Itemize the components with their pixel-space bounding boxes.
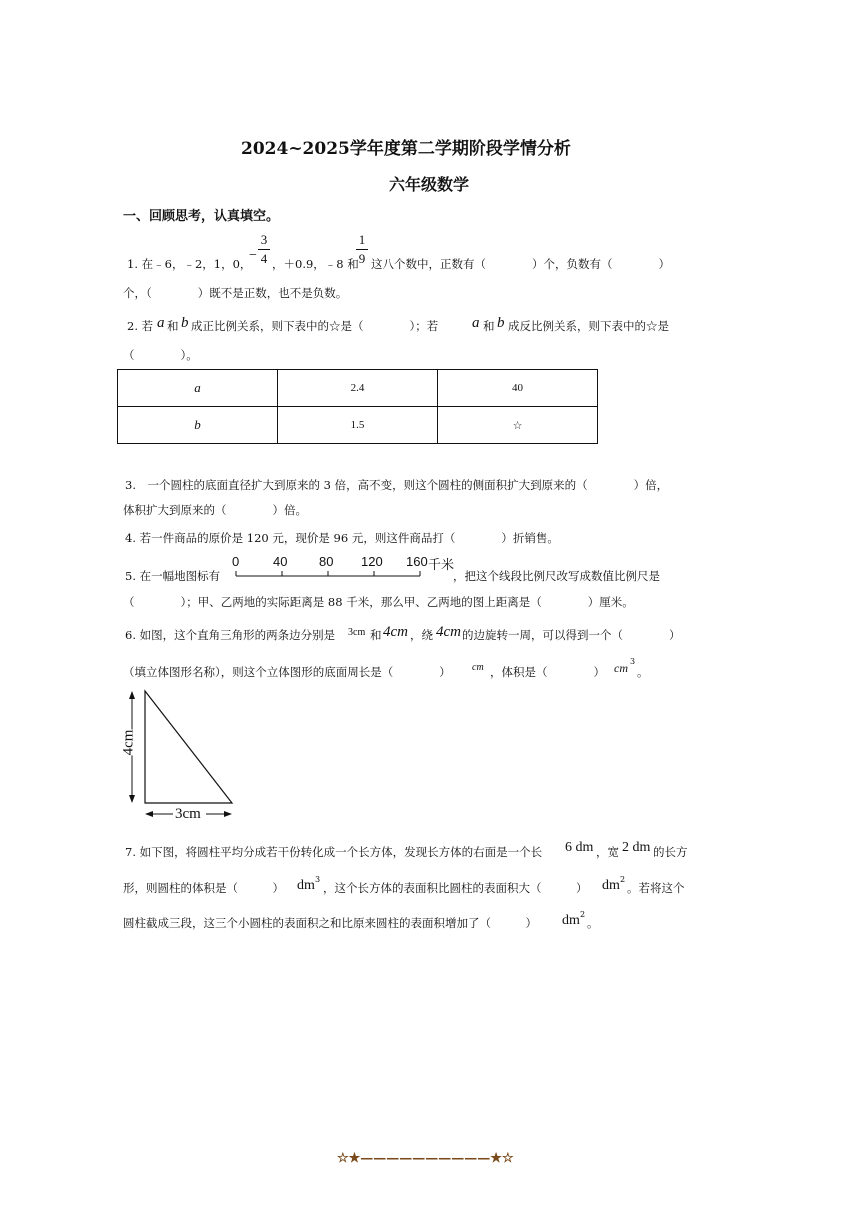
q3-text-line1: 3. 一个圆柱的底面直径扩大到原来的 3 倍，高不变，则这个圆柱的侧面积扩大到原来的（ ）倍， <box>125 478 669 492</box>
line-segment-scale <box>232 554 455 582</box>
fraction-neg-three-quarters <box>258 232 270 267</box>
q2-text-b: 成正比例关系，则下表中的☆是（ ）；若 <box>191 319 439 333</box>
fraction-one-ninth <box>356 232 368 267</box>
fraction-bar <box>356 249 368 250</box>
superscript-3: 3 <box>630 657 636 666</box>
q2-and-2: 和 <box>483 319 495 333</box>
var-a-2: a <box>472 315 480 331</box>
table-cell: 40 <box>438 370 598 407</box>
unit-cm3: cm <box>614 661 628 675</box>
q1-text-line2: 个，（ ）既不是正数，也不是负数。 <box>123 286 348 300</box>
q6-end: 。 <box>637 665 649 679</box>
superscript-3: 3 <box>315 875 321 884</box>
q7-text-line2b: ，这个长方体的表面积比圆柱的表面积大（ ） <box>323 881 588 895</box>
value-3cm: 3cm <box>348 627 366 638</box>
scale-label: 0 <box>232 554 240 569</box>
q7-text-c: 的长方 <box>653 845 688 859</box>
fraction-numerator: 3 <box>260 232 268 247</box>
unit-dm2-2: dm <box>562 913 580 928</box>
value-2dm: 2 dm <box>622 840 651 855</box>
arrow-right-icon <box>224 811 232 817</box>
right-triangle-figure <box>118 688 248 828</box>
fraction-numerator: 1 <box>358 232 366 247</box>
q7-text-line2a: 形，则圆柱的体积是（ ） <box>123 881 284 895</box>
arrow-down-icon <box>129 795 135 803</box>
fraction-bar <box>258 249 270 250</box>
table-cell: ☆ <box>438 407 598 444</box>
page-footer-ornament: ☆★——————————★☆ <box>337 1151 514 1166</box>
superscript-2: 2 <box>620 875 626 884</box>
label-3cm: 3cm <box>175 806 201 822</box>
table-cell: 2.4 <box>278 370 438 407</box>
q7-text-line3: 圆柱截成三段，这三个小圆柱的表面积之和比原来圆柱的表面积增加了（ ） <box>123 916 537 930</box>
q3-text-line2: 体积扩大到原来的（ ）倍。 <box>123 503 307 517</box>
table-cell: a <box>118 370 278 407</box>
unit-cm: cm <box>472 662 484 673</box>
q4-text-line1: 4. 若一件商品的原价是 120 元，现价是 96 元，则这件商品打（ ）折销售。 <box>125 531 559 545</box>
q1-text-c: 这八个数中，正数有（ ）个，负数有（ ） <box>371 257 670 271</box>
section-heading: 一、回顾思考，认真填空。 <box>123 209 280 224</box>
scale-label: 40 <box>273 554 288 569</box>
unit-dm2: dm <box>602 878 620 893</box>
q7-end: 。 <box>587 916 599 930</box>
q5-text-a: 5. 在一幅地图标有 <box>125 569 221 583</box>
ratio-table <box>117 369 598 444</box>
scale-label: 80 <box>319 554 334 569</box>
q5-text-b: ，把这个线段比例尺改写成数值比例尺是 <box>453 569 660 583</box>
q7-text-line2c: 。若将这个 <box>627 881 685 895</box>
q1-text-a: 1. 在﹣6，﹣2，1，0， <box>127 257 252 271</box>
value-4cm: 4cm <box>383 624 408 640</box>
table-cell: b <box>118 407 278 444</box>
arrow-left-icon <box>145 811 153 817</box>
triangle-shape <box>145 691 232 803</box>
q7-text-a: 7. 如下图，将圆柱平均分成若干份转化成一个长方体，发现长方体的右面是一个长 <box>125 845 543 859</box>
table-row <box>118 407 598 444</box>
value-6dm: 6 dm <box>565 840 594 855</box>
value-4cm-2: 4cm <box>436 624 461 640</box>
q2-text-a: 2. 若 <box>127 319 154 333</box>
var-b: b <box>181 315 189 331</box>
q6-text-b: ，绕 <box>410 628 433 642</box>
superscript-2: 2 <box>580 910 586 919</box>
q2-and: 和 <box>167 319 179 333</box>
q5-text-line2: （ ）；甲、乙两地的实际距离是 88 千米，那么甲、乙两地的图上距离是（ ）厘米。 <box>123 595 634 609</box>
q2-text-c: 成反比例关系，则下表中的☆是 <box>508 319 669 333</box>
q6-text-c: 的边旋转一周，可以得到一个（ ） <box>462 628 681 642</box>
scale-unit: 千米 <box>428 557 455 572</box>
q6-text-a: 6. 如图，这个直角三角形的两条边分别是 <box>125 628 336 642</box>
q1-text-b: ，＋0.9，﹣8 和 <box>272 257 359 271</box>
q1-minus-sign: − <box>249 248 257 263</box>
page-subtitle: 六年级数学 <box>389 175 470 194</box>
arrow-up-icon <box>129 691 135 699</box>
table-cell: 1.5 <box>278 407 438 444</box>
label-4cm: 4cm <box>120 729 137 756</box>
q6-text-line2b: ，体积是（ ） <box>490 665 605 679</box>
scale-label: 120 <box>361 554 383 569</box>
var-b-2: b <box>497 315 505 331</box>
unit-dm3: dm <box>297 878 315 893</box>
table-row <box>118 370 598 407</box>
page-title: 2024~2025学年度第二学期阶段学情分析 <box>241 139 571 159</box>
q6-text-line2a: （填立体图形名称），则这个立体图形的底面周长是（ ） <box>123 665 451 679</box>
scale-label: 160 <box>406 554 428 569</box>
fraction-denominator: 4 <box>260 251 268 266</box>
q6-and: 和 <box>370 628 382 642</box>
var-a: a <box>157 315 165 331</box>
fraction-denominator: 9 <box>358 251 366 266</box>
q7-text-b: ，宽 <box>596 845 619 859</box>
q2-text-line2: （ ）。 <box>123 348 198 362</box>
